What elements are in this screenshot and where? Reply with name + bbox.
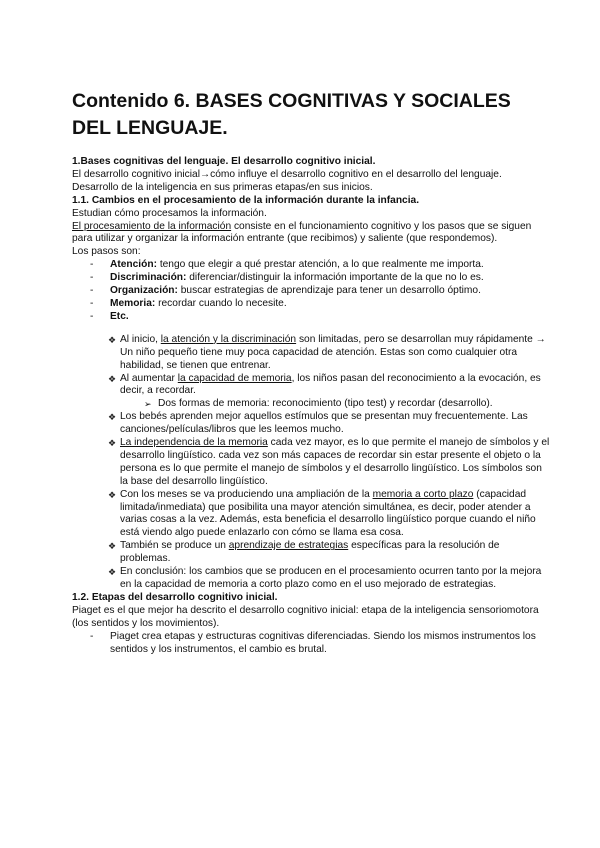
dash-bullet: -	[90, 259, 94, 271]
diamond-bullet-icon: ❖	[108, 489, 117, 500]
list-item: ❖ Al inicio, la atención y la discriminación son limitadas, pero se desarrollan muy rápidamente → Un niño pequeño tiene muy poca capacidad de atención. Estas son como cualquier otra habilidad, se tienen que entrenar.	[108, 333, 546, 371]
list-item: - Piaget crea etapas y estructuras cognitivas diferenciadas. Siendo los mismos instrumentos los sentidos y los instrumentos, el cambio es brutal.	[90, 630, 536, 655]
list-item: - Organización: buscar estrategias de aprendizaje para tener un desarrollo óptimo.	[90, 285, 481, 297]
diamond-bullet-icon: ❖	[108, 567, 117, 578]
dash-bullet: -	[90, 285, 94, 297]
sub-list	[120, 398, 550, 411]
list-item: - Memoria: recordar cuando lo necesite.	[90, 297, 287, 309]
section-1-2-list	[72, 631, 550, 657]
dash-bullet: -	[90, 630, 94, 642]
list-item: - Atención: tengo que elegir a qué prestar atención, a lo que realmente me importa.	[90, 259, 484, 271]
list-item: ➢ Dos formas de memoria: reconocimiento (tipo test) y recordar (desarrollo).	[144, 398, 493, 410]
spacer	[72, 324, 550, 334]
list-item: ❖ También se produce un aprendizaje de estrategias específicas para la resolución de problemas.	[108, 540, 500, 565]
steps-label: Los pasos son:	[72, 246, 141, 258]
list-item: ❖ Al aumentar la capacidad de memoria, los niños pasan del reconocimiento a la evocación, es decir, a recordar. ➢ Dos formas de memoria: reconocimiento (tipo test) y recordar (desarrollo).	[108, 373, 550, 412]
definition-text: consiste en el funcionamiento cognitivo y los pasos que se siguen para utilizar y organizar la información entrante (que recibimos) y saliente (que respondemos).	[72, 220, 532, 245]
diamond-bullet-icon: ❖	[108, 373, 117, 384]
section-1-text: El desarrollo cognitivo inicial→cómo influye el desarrollo cognitivo en el desarrollo del lenguaje. Desarrollo de la inteligencia en sus primeras etapas/en sus inicios.	[72, 168, 502, 193]
bullet-list	[72, 334, 550, 592]
dash-bullet: -	[90, 297, 94, 309]
diamond-bullet-icon: ❖	[108, 438, 117, 449]
section-1-1-definition	[72, 221, 550, 247]
diamond-bullet-icon: ❖	[108, 412, 117, 423]
document-title: Contenido 6. BASES COGNITIVAS Y SOCIALES DEL LENGUAJE.	[72, 90, 511, 139]
arrow-bullet-icon: ➢	[144, 399, 152, 410]
diamond-bullet-icon: ❖	[108, 541, 117, 552]
list-item: - Etc.	[90, 310, 129, 322]
dash-bullet: -	[90, 310, 94, 322]
section-1-1-heading: 1.1. Cambios en el procesamiento de la información durante la infancia.	[72, 194, 420, 206]
list-item: ❖ En conclusión: los cambios que se producen en el procesamiento ocurren tanto por la mejora en la capacidad de memoria a corto plazo como en el uso mejorado de estrategias.	[108, 566, 542, 590]
list-item: - Discriminación: diferenciar/distinguir la información importante de la que no lo es.	[90, 272, 484, 284]
section-1-heading: 1.Bases cognitivas del lenguaje. El desarrollo cognitivo inicial.	[72, 156, 376, 167]
section-1-2-text: Piaget es el que mejor ha descrito el desarrollo cognitivo inicial: etapa de la inteligencia sensoriomotora (los sentidos y los movimientos).	[72, 604, 539, 629]
diamond-bullet-icon: ❖	[108, 334, 117, 345]
section-1-1-intro: Estudian cómo procesamos la información.	[72, 207, 267, 219]
dash-bullet: -	[90, 272, 94, 284]
list-item: ❖ Con los meses se va produciendo una ampliación de la memoria a corto plazo (capacidad limitada/inmediata) que posibilita una mayor atención simultánea, es decir, poder atender a varias cosas a la vez. Además, esta beneficia el desarrollo lingüístico porque cuando el niño está viendo algo puede enlazarlo con cómo se llama esa cosa.	[108, 488, 536, 539]
definition-term: El procesamiento de la información	[72, 220, 232, 232]
section-1-2-heading: 1.2. Etapas del desarrollo cognitivo inicial.	[72, 591, 278, 603]
steps-list	[72, 259, 550, 324]
list-item: ❖ Los bebés aprenden mejor aquellos estímulos que se presentan muy frecuentemente. Las canciones/películas/libros que les leemos mucho.	[108, 411, 528, 436]
list-item: ❖ La independencia de la memoria cada vez mayor, es lo que permite el manejo de símbolos y el desarrollo lingüístico. cada vez son más capaces de recordar sin estar presente el objeto o la persona es lo que permite el manejo de símbolos y el desarrollo lingüístico. Los símbolos son la base del desarrollo lingüístico.	[108, 437, 550, 487]
